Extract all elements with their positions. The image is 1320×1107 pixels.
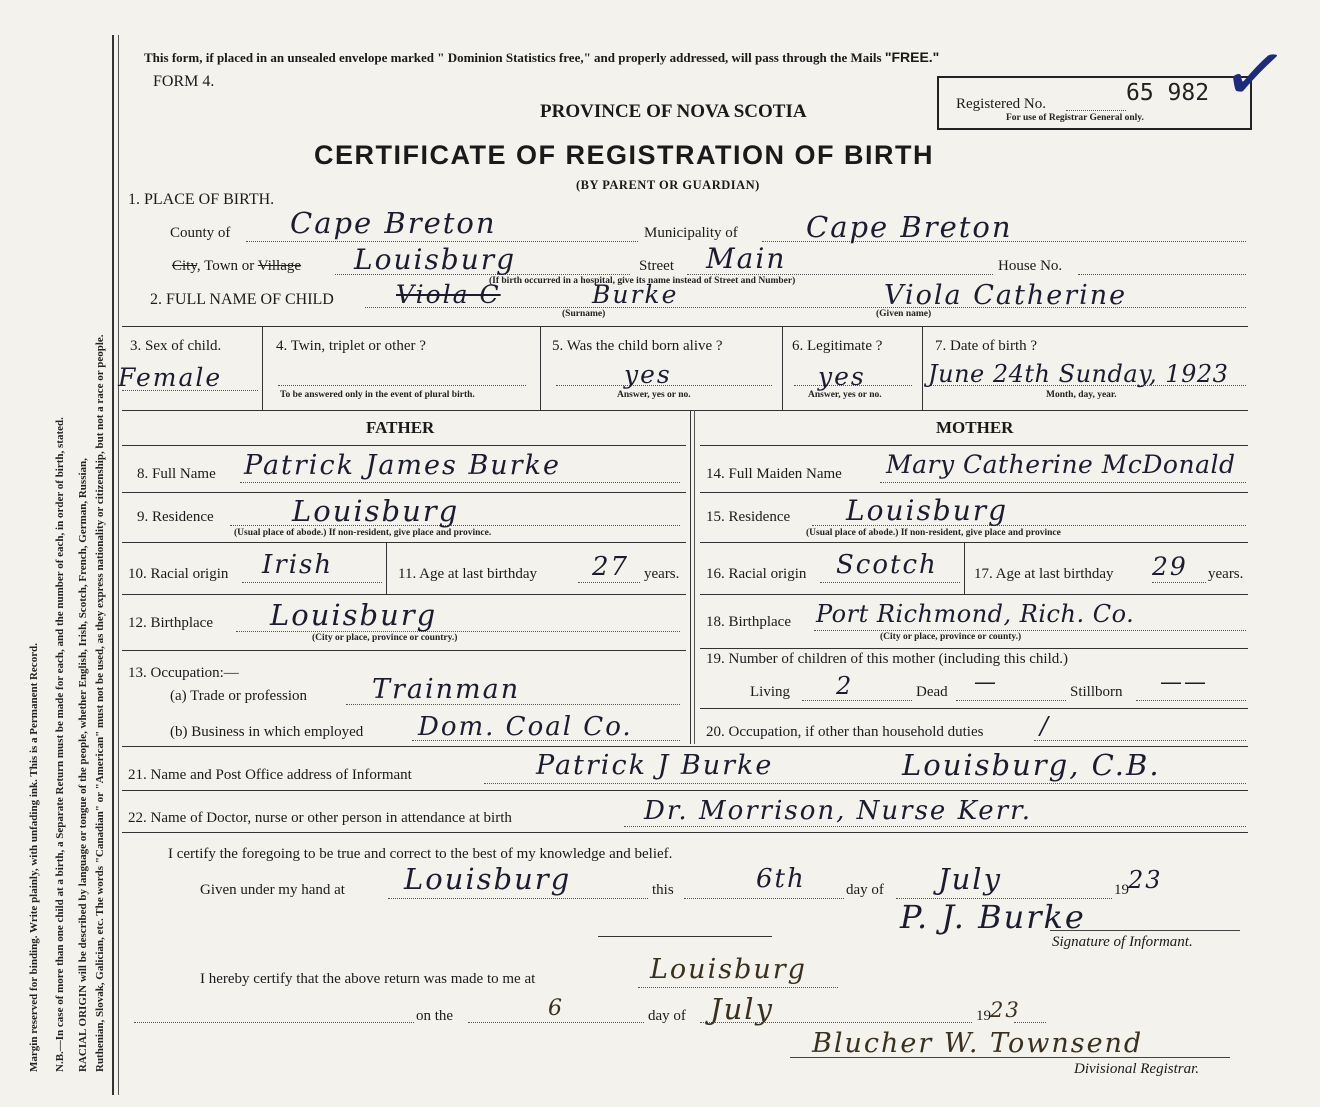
registered-number-value: 65 982: [1126, 80, 1210, 106]
surname-caption: (Surname): [562, 309, 606, 319]
registrar-signature-caption: Divisional Registrar.: [1074, 1061, 1200, 1077]
father-birthplace-label: 12. Birthplace: [128, 615, 213, 631]
given-day-value: 6th: [756, 864, 806, 894]
father-residence-label: 9. Residence: [137, 509, 214, 525]
given-dayof-label: day of: [846, 882, 884, 898]
mother-residence-value: Louisburg: [846, 494, 1009, 527]
given-year-value: 23: [1128, 866, 1163, 894]
registered-number-note: For use of Registrar General only.: [1006, 113, 1144, 123]
mother-age-label: 17. Age at last birthday: [974, 566, 1114, 582]
mail-notice: This form, if placed in an unsealed envelope marked " Dominion Statistics free," and properly addressed, will pass through the Mails "FREE.": [144, 49, 940, 65]
child-surname-value: Burke: [592, 280, 679, 309]
registrar-statement: I hereby certify that the above return was made to me at: [200, 971, 536, 987]
informant-name-value: Patrick J Burke: [536, 750, 774, 781]
margin-rule: [112, 35, 114, 1095]
child-given-value: Viola Catherine: [884, 280, 1128, 311]
child-name-label: 2. FULL NAME OF CHILD: [150, 291, 334, 308]
dob-value: June 24th Sunday, 1923: [928, 360, 1229, 388]
twin-note: To be answered only in the event of plural birth.: [280, 390, 475, 400]
born-alive-note: Answer, yes or no.: [617, 390, 691, 400]
mother-name-label: 14. Full Maiden Name: [706, 466, 842, 482]
born-alive-label: 5. Was the child born alive ?: [552, 338, 723, 354]
registrar-year-prefix: 19: [976, 1008, 991, 1024]
informant-address-value: Louisburg, C.B.: [902, 748, 1161, 782]
registrar-day-value: 6: [548, 996, 564, 1021]
checkmark-icon: ✓: [1216, 25, 1294, 125]
twin-label: 4. Twin, triplet or other ?: [276, 338, 426, 354]
certificate-subtitle: (BY PARENT OR GUARDIAN): [576, 178, 760, 192]
sex-label: 3. Sex of child.: [130, 338, 222, 354]
sex-value: Female: [118, 363, 223, 392]
given-month-value: July: [938, 862, 1002, 896]
margin-note-racial-origin-2: Ruthenian, Slovak, Galician, etc. The words "Canadian" or "American" must not be used, as they express nationality or citizenship, but not a race or people.: [94, 334, 106, 1072]
informant-label: 21. Name and Post Office address of Informant: [128, 767, 412, 783]
margin-note-binding: Margin reserved for binding. Write plainly, with unfading ink. This is a Permanent Record.: [28, 643, 40, 1072]
father-trade-value: Trainman: [372, 674, 521, 705]
living-label: Living: [750, 684, 790, 700]
registrar-year-value: 23: [990, 998, 1021, 1022]
registrar-month-value: July: [710, 992, 774, 1026]
county-value: Cape Breton: [290, 206, 497, 240]
registered-number-label: Registered No.: [956, 96, 1046, 112]
mother-age-value: 29: [1152, 552, 1188, 581]
father-heading: FATHER: [366, 418, 435, 437]
registrar-dayof-label: day of: [648, 1008, 686, 1024]
given-under-label: Given under my hand at: [200, 882, 345, 898]
father-name-value: Patrick James Burke: [244, 450, 561, 481]
informant-signature-caption: Signature of Informant.: [1052, 934, 1193, 950]
dead-label: Dead: [916, 684, 948, 700]
mother-occupation-label: 20. Occupation, if other than household duties: [706, 724, 984, 740]
margin-note-racial-origin: RACIAL ORIGIN will be described by language or tongue of the people, whether English, Irish, Scotch, French, German, Russian,: [77, 458, 89, 1072]
municipality-label: Municipality of: [644, 225, 738, 241]
dead-value: —: [974, 670, 998, 695]
town-label: City, Town or Village: [172, 258, 302, 274]
margin-note-plural-birth: N.B.—In case of more than one child at a birth, a Separate Return must be made for each, and the number of each, in order of birth, stated.: [54, 417, 66, 1072]
father-occupation-label: 13. Occupation:—: [128, 665, 239, 681]
house-number-label: House No.: [998, 258, 1063, 274]
father-age-label: 11. Age at last birthday: [398, 566, 537, 582]
father-birthplace-note: (City or place, province or country.): [312, 633, 458, 643]
county-label: County of: [170, 225, 231, 241]
given-place-value: Louisburg: [404, 862, 572, 896]
mother-residence-note: (Usual place of abode.) If non-resident, give place and province: [806, 528, 1061, 538]
mother-residence-label: 15. Residence: [706, 509, 791, 525]
form-number: FORM 4.: [153, 73, 215, 90]
mother-name-value: Mary Catherine McDonald: [886, 450, 1236, 479]
mother-occupation-value: /: [1040, 712, 1051, 740]
registrar-signature: Blucher W. Townsend: [812, 1028, 1144, 1059]
margin-rule-inner: [118, 35, 119, 1095]
street-value: Main: [706, 242, 787, 275]
father-residence-note: (Usual place of abode.) If non-resident, give place and province.: [234, 528, 492, 538]
stillborn-label: Stillborn: [1070, 684, 1123, 700]
given-name-caption: (Given name): [876, 309, 932, 319]
this-label: this: [652, 882, 674, 898]
father-birthplace-value: Louisburg: [270, 598, 438, 632]
legitimate-note: Answer, yes or no.: [808, 390, 882, 400]
place-of-birth-label: 1. PLACE OF BIRTH.: [128, 191, 275, 208]
certificate-title: CERTIFICATE OF REGISTRATION OF BIRTH: [314, 140, 934, 170]
father-race-label: 10. Racial origin: [128, 566, 229, 582]
dob-label: 7. Date of birth ?: [935, 338, 1038, 354]
municipality-value: Cape Breton: [806, 210, 1013, 244]
registrar-place-value: Louisburg: [650, 954, 807, 985]
mother-birthplace-label: 18. Birthplace: [706, 614, 791, 630]
father-race-value: Irish: [262, 550, 334, 580]
registrar-onthe-label: on the: [416, 1008, 454, 1024]
father-business-value: Dom. Coal Co.: [418, 712, 633, 742]
certify-statement: I certify the foregoing to be true and correct to the best of my knowledge and belief.: [168, 846, 673, 862]
father-trade-label: (a) Trade or profession: [170, 688, 308, 704]
informant-signature: P. J. Burke: [900, 898, 1086, 936]
province-title: PROVINCE OF NOVA SCOTIA: [540, 101, 807, 122]
father-age-unit: years.: [644, 566, 680, 582]
mother-birthplace-value: Port Richmond, Rich. Co.: [816, 600, 1135, 628]
street-label: Street: [639, 258, 674, 274]
children-count-label: 19. Number of children of this mother (including this child.): [706, 651, 1069, 667]
mother-race-value: Scotch: [836, 550, 938, 580]
legitimate-label: 6. Legitimate ?: [792, 338, 883, 354]
father-age-value: 27: [592, 552, 630, 582]
father-residence-value: Louisburg: [292, 494, 460, 528]
dob-note: Month, day, year.: [1046, 390, 1117, 400]
hospital-note: (If birth occurred in a hospital, give its name instead of Street and Number): [489, 276, 796, 286]
living-value: 2: [836, 672, 854, 700]
mother-birthplace-note: (City or place, province or county.): [880, 632, 1022, 642]
doctor-value: Dr. Morrison, Nurse Kerr.: [644, 796, 1032, 826]
town-value: Louisburg: [354, 243, 517, 276]
mother-race-label: 16. Racial origin: [706, 566, 807, 582]
doctor-label: 22. Name of Doctor, nurse or other person in attendance at birth: [128, 810, 512, 826]
legitimate-value: yes: [818, 362, 866, 391]
mother-age-unit: years.: [1208, 566, 1244, 582]
stillborn-value: ——: [1160, 670, 1208, 695]
father-business-label: (b) Business in which employed: [170, 724, 364, 740]
father-name-label: 8. Full Name: [137, 466, 216, 482]
child-struck-name: Viola C: [396, 280, 501, 309]
born-alive-value: yes: [624, 360, 672, 389]
mother-heading: MOTHER: [936, 418, 1014, 437]
given-year-prefix: 19: [1114, 882, 1129, 898]
